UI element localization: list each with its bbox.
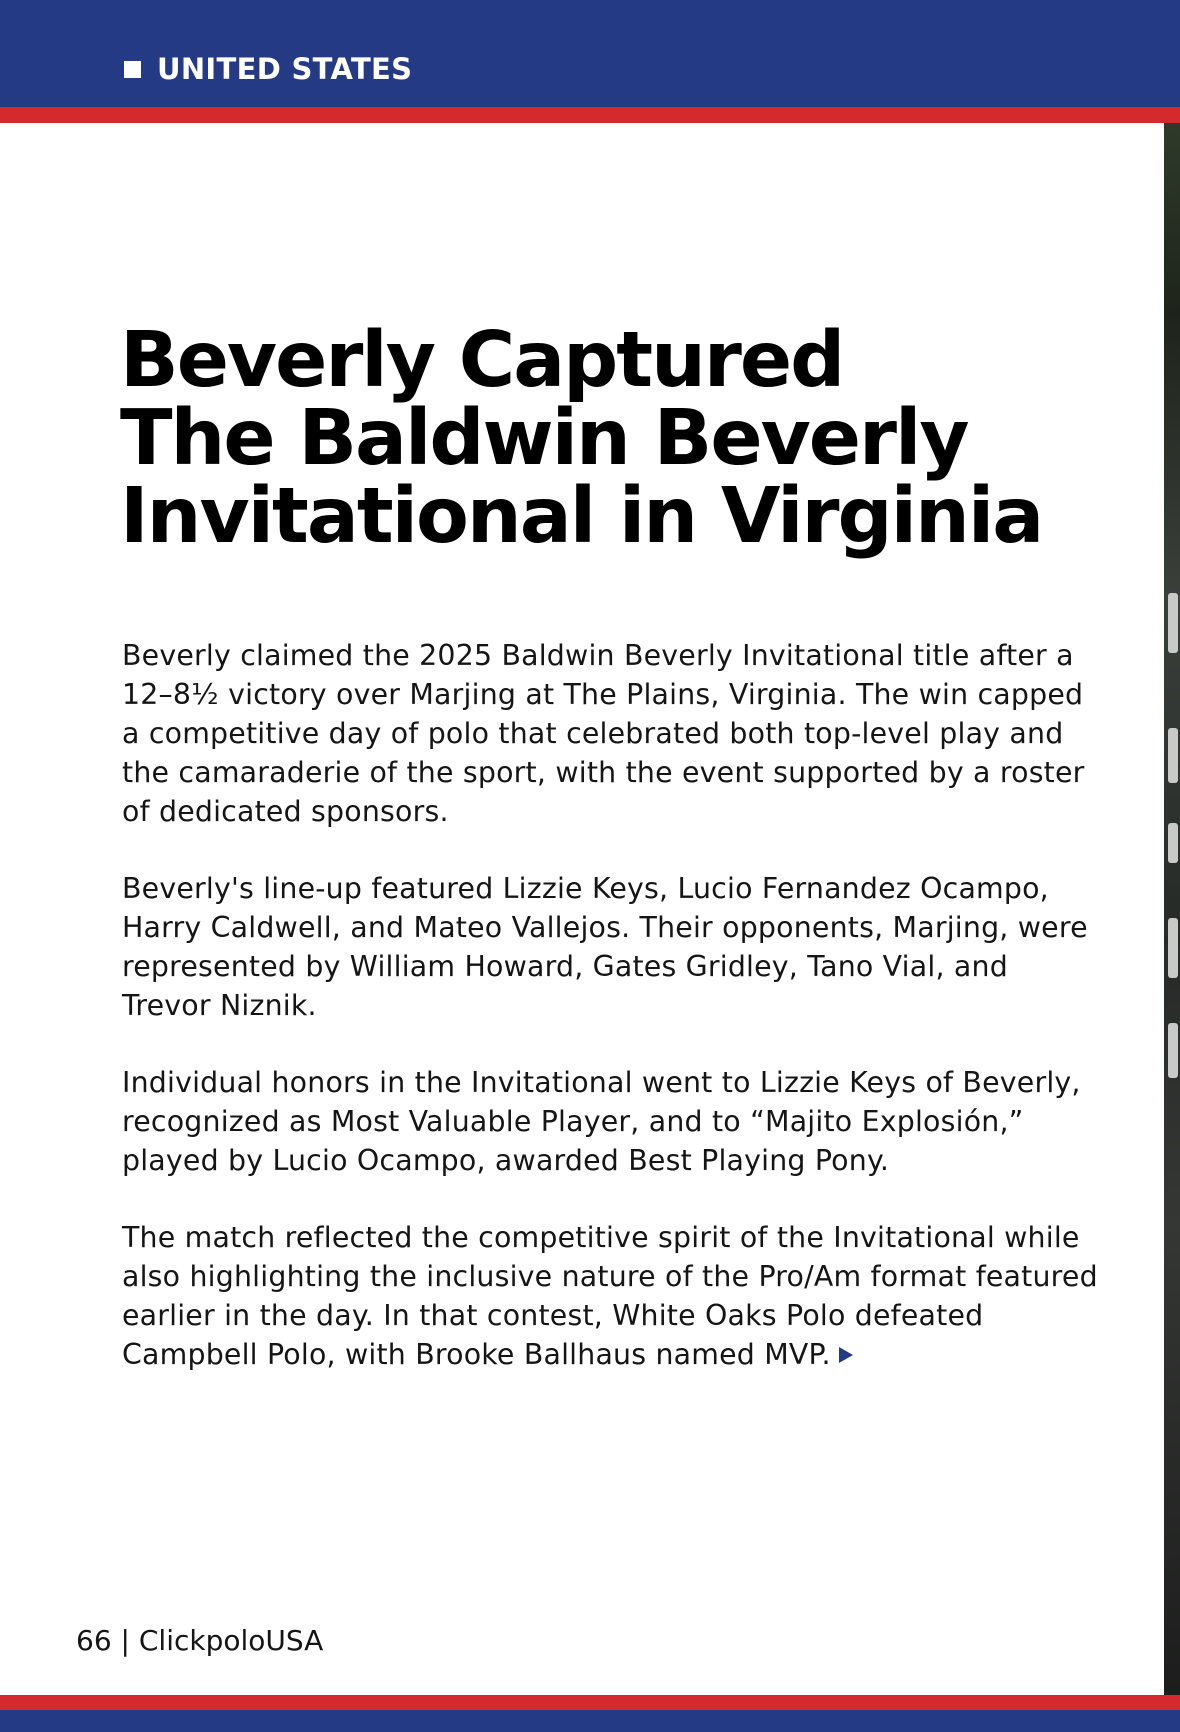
article-paragraph: Beverly's line-up featured Lizzie Keys, Lucio Fernandez Ocampo, Harry Caldwell, and Mateo Vallejos. Their opponents, Marjing, were represented by William Howard, Gates Gridley, Tano Vial, and Trevor Niznik.	[122, 872, 1088, 1022]
headline-line: Beverly Captured	[120, 316, 844, 405]
photo-detail	[1168, 918, 1178, 978]
photo-edge	[1164, 123, 1180, 1695]
end-of-article-icon	[839, 1347, 853, 1363]
article-paragraph: Individual honors in the Invitational went to Lizzie Keys of Beverly, recognized as Most Valuable Player, and to “Majito Explosión,” played by Lucio Ocampo, awarded Best Playing Pony.	[122, 1066, 1081, 1177]
photo-detail	[1168, 1023, 1178, 1078]
article-paragraph: Beverly claimed the 2025 Baldwin Beverly Invitational title after a 12–8½ victory over Marjing at The Plains, Virginia. The win capped a competitive day of polo that celebrated both top-level play and the camaraderie of the sport, with the event supported by a roster of dedicated sponsors.	[122, 639, 1085, 828]
page-folio: 66 | ClickpoloUSA	[76, 1624, 324, 1657]
section-tag	[124, 52, 412, 86]
article-body	[122, 636, 1102, 1412]
section-label: UNITED STATES	[157, 52, 413, 86]
headline-line: Invitational in Virginia	[120, 472, 1043, 561]
headline-line: The Baldwin Beverly	[120, 394, 968, 483]
photo-detail	[1168, 823, 1178, 863]
square-bullet-icon	[124, 61, 141, 78]
photo-detail	[1168, 593, 1178, 653]
article-headline	[120, 316, 1120, 561]
header-red-stripe	[0, 107, 1180, 123]
article-paragraph-text: The match reflected the competitive spirit of the Invitational while also highlighting the inclusive nature of the Pro/Am format featured earlier in the day. In that contest, White Oaks Polo defeated Campbell Polo, with Brooke Ballhaus named MVP.	[122, 1221, 1098, 1371]
article-paragraph-last	[122, 1218, 1102, 1374]
photo-detail	[1168, 728, 1178, 783]
footer-red-stripe	[0, 1695, 1180, 1710]
footer-band	[0, 1710, 1180, 1732]
